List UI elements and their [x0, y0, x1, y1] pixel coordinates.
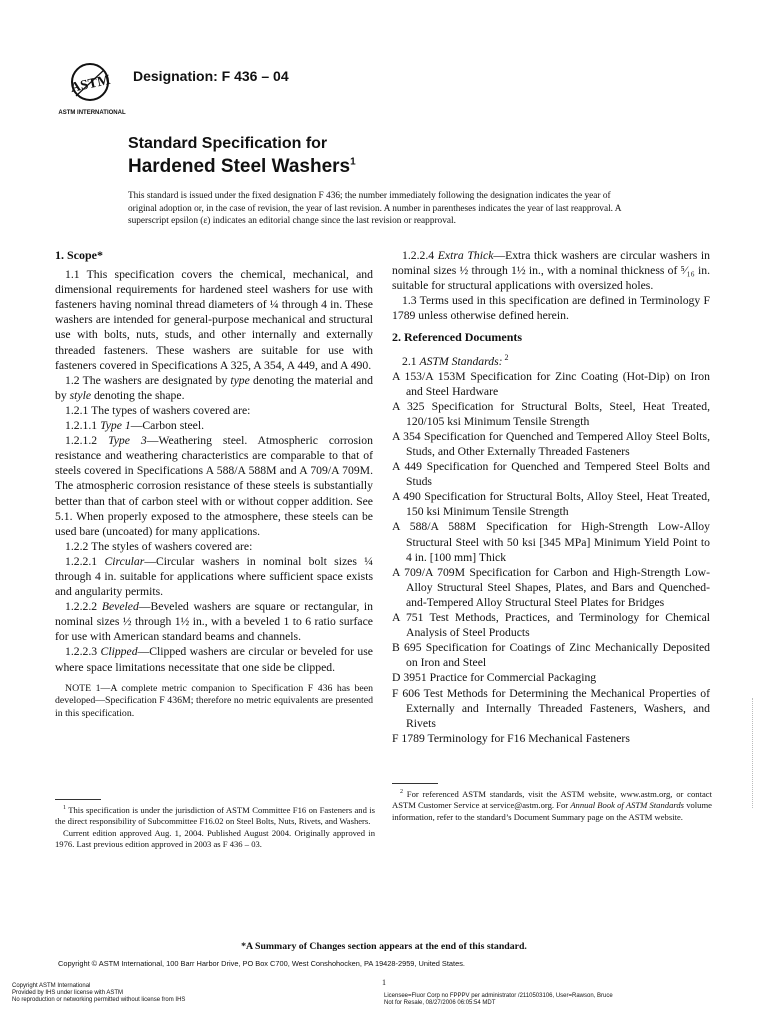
license-notice-left	[12, 983, 185, 1005]
term: Extra Thick	[437, 249, 494, 262]
para-1-2-1: 1.2.1 The types of washers covered are:	[65, 403, 251, 417]
num: 1.2.2.3	[65, 645, 101, 659]
reference-item: A 490 Specification for Structural Bolts, Alloy Steel, Heat Treated, 150 ksi Minimum Tensile Strength	[392, 490, 710, 519]
title-footnote-mark: 1	[350, 156, 356, 168]
footnote-mark: 2	[400, 789, 403, 795]
footnote-2-para	[392, 787, 712, 823]
term: Beveled	[101, 600, 139, 614]
text: denoting the material and by	[55, 373, 373, 402]
text: This specification is under the jurisdiction of ASTM Committee F16 on Fasteners and is the direct responsibility of Subcommittee F16.02 on Steel Bolts, Nuts, Rivets, and Washers.	[55, 804, 376, 827]
reference-item: A 709/A 709M Specification for Carbon and High-Strength Low-Alloy Structural Steel Shapes, Plates, and Bars and Quenched-and-Tempered Alloy Structural Steel Plates for Bridges	[392, 565, 710, 609]
reference-item: A 153/A 153M Specification for Zinc Coating (Hot-Dip) on Iron and Steel Hardware	[392, 369, 710, 398]
reference-item: A 751 Test Methods, Practices, and Terminology for Chemical Analysis of Steel Products	[392, 611, 710, 640]
summary-note: *A Summary of Changes section appears at the end of this standard.	[241, 941, 527, 952]
left-column	[55, 248, 373, 720]
license-notice-right	[384, 993, 613, 1007]
term-type: type	[230, 373, 250, 387]
copyright-line: Copyright © ASTM International, 100 Barr Harbor Drive, PO Box C700, West Conshohocken, PA 19428-2959, United States.	[58, 959, 465, 968]
text: denoting the shape.	[91, 388, 185, 402]
footnote-1-para-a	[55, 803, 375, 828]
margin-mark	[752, 698, 754, 808]
num: 1.2.2.1	[65, 554, 105, 568]
reference-item: A 588/A 588M Specification for High-Strength Low-Alloy Structural Steel with 50 ksi [345 MPa] Minimum Yield Point to 4 in. [100 mm] Thick	[392, 520, 710, 564]
page-number: 1	[382, 978, 386, 987]
license-line: No reproduction or networking permitted without license from IHS	[12, 997, 186, 1004]
para-1-2-2-4	[392, 248, 710, 293]
footnote-1-para-b: Current edition approved Aug. 1, 2004. Published August 2004. Originally approved in 1976. Last previous edition approved in 2003 as F 436 – 03.	[55, 827, 375, 850]
para-1-2-2-1	[55, 554, 373, 599]
text: —Weathering steel. Atmospheric corrosion resistance and weathering characteristics are comparable to that of steels covered in Specifications A 588/A 588M and A 709/A 709M. The atmospheric corrosion resistance of these steels is substantially better than that of carbon steel with or without copper addition. See 5.1. When properly exposed to the atmosphere, these steels can be used bare (uncoated) for many applications.	[55, 434, 373, 538]
reference-item: B 695 Specification for Coatings of Zinc Mechanically Deposited on Iron and Steel	[392, 641, 710, 670]
para-1-2-1-2	[55, 433, 373, 539]
title-line-1: Standard Specification for	[128, 135, 328, 152]
reference-item: A 449 Specification for Quenched and Tempered Steel Bolts and Studs	[392, 460, 710, 489]
footnote-rule-left	[55, 799, 101, 800]
num: 1.2.1.2	[65, 434, 109, 448]
para-2-1	[392, 350, 710, 369]
text: —Extra thick washers are circular washers in nominal sizes ½ through 1½ in., with a nominal thickness of ⁵⁄₁₆ in. suitable for structural applications with oversized holes.	[392, 249, 710, 293]
num: 1.2.2.2	[65, 600, 102, 614]
text: —Beveled washers are square or rectangular, in nominal sizes ½ through 1½ in., with a beveled 1 to 6 ratio surface for use with American standard beams and channels.	[55, 600, 373, 644]
footnote-1	[55, 803, 375, 850]
reference-item: A 325 Specification for Structural Bolts, Steel, Heat Treated, 120/105 ksi Minimum Tensile Strength	[392, 399, 710, 428]
text: —Circular washers in nominal bolt sizes ¼ through 4 in. suitable for applications where sufficient space exists and angularity permits.	[55, 554, 373, 599]
text: 1.2 The washers are designated by	[65, 373, 231, 387]
term: ASTM Standards:	[419, 354, 503, 368]
reference-item: A 354 Specification for Quenched and Tempered Alloy Steel Bolts, Studs, and Other Externally Threaded Fasteners	[392, 429, 710, 459]
num: 1.2.2.4	[402, 249, 438, 262]
num: 2.1	[402, 354, 420, 368]
footnote-mark: 2	[502, 352, 509, 362]
intro-paragraph: This standard is issued under the fixed designation F 436; the number immediately following the designation indicates the year of original adoption or, in the case of revision, the year of last revision. A number in parentheses indicates the year of last reapproval. A superscript epsilon (ε) indicates an editorial change since the last revision or reapproval.	[128, 191, 621, 226]
para-1-2-1-1	[55, 418, 373, 433]
designation: Designation: F 436 – 04	[133, 68, 289, 84]
text: —Clipped washers are circular or beveled for use where space limitations necessitate that one side be clipped.	[55, 645, 373, 674]
logo-label: ASTM INTERNATIONAL	[58, 110, 126, 116]
astm-logo	[58, 58, 126, 118]
text: For referenced ASTM standards, visit the ASTM website, www.astm.org, or contact ASTM Customer Service at service@astm.org. For	[392, 788, 712, 811]
para-1-3: 1.3 Terms used in this specification are defined in Terminology F 1789 unless otherwise defined herein.	[392, 294, 710, 323]
term: Type 1	[100, 419, 131, 433]
title-text: Hardened Steel Washers	[128, 156, 351, 177]
license-line: Copyright ASTM International	[12, 983, 91, 989]
right-column	[392, 248, 710, 746]
para-1-2-2-3	[55, 644, 373, 674]
section-heading-scope: 1. Scope*	[55, 248, 103, 262]
reference-item: F 606 Test Methods for Determining the Mechanical Properties of Externally and Internally Threaded Fasteners, Washers, and Rivets	[392, 686, 710, 730]
term: Type 3	[108, 434, 147, 448]
reference-list	[392, 369, 710, 746]
para-1-2-2-2	[55, 599, 373, 644]
footnote-rule-right	[392, 783, 438, 784]
license-line: Licensee=Fluor Corp no FPPPV per administrator /2110503106, User=Rawson, Bruce	[384, 993, 613, 999]
term-style: style	[69, 388, 92, 402]
para-1-2-2: 1.2.2 The styles of washers covered are:	[65, 539, 253, 553]
license-line: Provided by IHS under license with ASTM	[12, 990, 124, 997]
note-1: NOTE 1—A complete metric companion to Specification F 436 has been developed—Specification F 436M; therefore no metric equivalents are presented in this specification.	[55, 682, 373, 719]
license-line: Not for Resale, 08/27/2006 06:05:54 MDT	[384, 1000, 496, 1007]
footnote-mark: 1	[63, 805, 66, 811]
term: Clipped	[100, 645, 138, 659]
document-title	[128, 135, 356, 178]
text: —Carbon steel.	[130, 419, 205, 433]
footnote-2	[392, 787, 712, 823]
text-italic: Annual Book of ASTM Standards	[570, 800, 685, 811]
reference-item: F 1789 Terminology for F16 Mechanical Fasteners	[392, 731, 630, 745]
svg-text:ASTM: ASTM	[69, 72, 112, 96]
section-heading-referenced-documents: 2. Referenced Documents	[392, 330, 523, 345]
para-1-2	[55, 373, 373, 403]
para-1-1: 1.1 This specification covers the chemical, mechanical, and dimensional requirements for hardened steel washers for use with fasteners having nominal thread diameters of ¼ through 4 in. These washers are intended for general-purpose mechanical and structural use with bolts, nuts, studs, and other internally and externally threaded fasteners. These washers are suitable for use with fasteners covered in Specifications A 325, A 354, A 449, and A 490.	[55, 268, 373, 372]
num: 1.2.1.1	[65, 419, 101, 433]
reference-item: D 3951 Practice for Commercial Packaging	[392, 671, 597, 685]
text: volume information, refer to the standard’s Document Summary page on the ASTM website.	[392, 800, 712, 822]
term: Circular	[104, 554, 145, 568]
title-line-2	[128, 156, 356, 178]
